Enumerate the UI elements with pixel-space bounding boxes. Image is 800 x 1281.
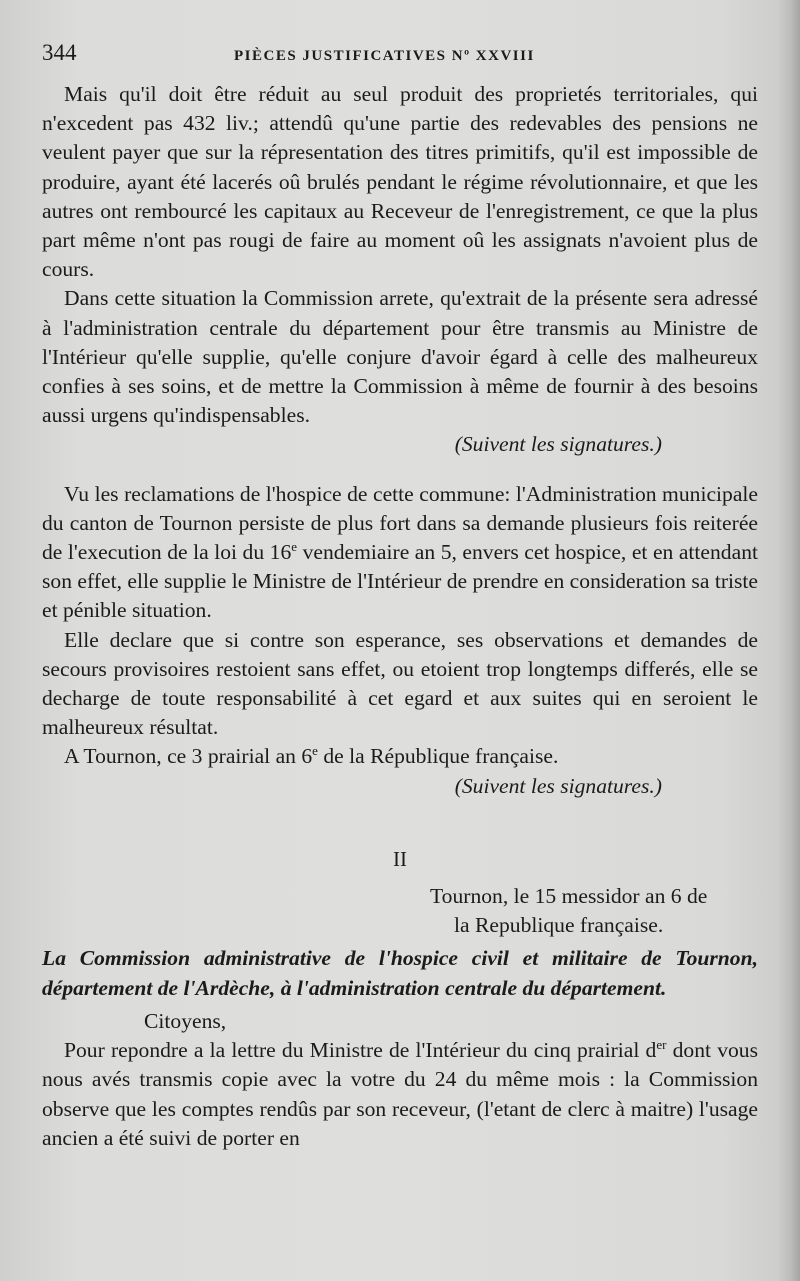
- superscript: e: [312, 743, 318, 759]
- paragraph-6: [42, 1036, 758, 1153]
- body-text: [42, 80, 758, 1153]
- paragraph-5-text: A Tournon, ce 3 prairial an 6: [64, 744, 313, 769]
- salutation: Citoyens,: [144, 1008, 227, 1033]
- paragraph-1: Mais qu'il doit être réduit au seul produit des proprietés territoriales, qui n'excedent pas 432 liv.; attendû qu'une partie des redevables des pensions ne veulent payer que sur la répresentation des titres primitifs, qu'il est impossible de produire, ayant été lacerés oû brulés pendant le régime révolutionnaire, et que les autres ont rembourcé les capitaux au Receveur de l'enregistrement, ce que la plus part même n'ont pas rougi de faire au moment oû les assignats n'avoient plus de cours.: [42, 82, 758, 282]
- paragraph-6-text: Pour repondre a la lettre du Ministre de l'Intérieur du cinq prairial d: [64, 1038, 657, 1063]
- letter-address: La Commission administrative de l'hospice civil et militaire de Tournon, département de l'Ardèche, à l'administration centrale du département.: [42, 946, 758, 1000]
- section-number: II: [393, 846, 407, 871]
- paragraph-3-text-end: vendemiaire an 5, envers cet hospice, et en attendant son effet, elle supplie le Ministre de l'Intérieur de prendre en consideration sa triste et pénible situation.: [42, 540, 758, 623]
- letter-date-line-1: Tournon, le 15 messidor an 6 de: [430, 884, 708, 909]
- superscript: e: [291, 538, 298, 554]
- page-number: 344: [42, 40, 77, 65]
- letter-date-line-2: la Republique française.: [454, 913, 664, 938]
- paragraph-3-text: Vu les reclamations de l'hospice de cette commune: l'Administration municipale du canton de Tournon persiste de plus fort dans sa demande plusieurs fois reiterée de l'execution de la loi du 16: [42, 481, 758, 565]
- page-edge-shadow: [778, 0, 800, 1281]
- paragraph-3: [42, 480, 758, 626]
- signatures-note-1: (Suivent les signatures.): [454, 432, 662, 457]
- paragraph-4: Elle declare que si contre son esperance, ses observations et demandes de secours provisoires restoient sans effet, ou etoient trop longtemps differés, elle se decharge de toute responsabilité à cet egard et aux suites qui en seroient le malheureux résultat.: [42, 627, 758, 740]
- page-header: [42, 40, 758, 80]
- paragraph-6-text-end: dont vous nous avés transmis copie avec la votre du 24 du même mois : la Commission observe que les comptes rendûs par son receveur, (l'etant de clerc à maitre) l'usage ancien a été suivi de porter en: [42, 1038, 758, 1150]
- superscript: er: [656, 1036, 667, 1052]
- paragraph-5-text-end: de la République française.: [317, 744, 559, 769]
- paragraph-5: [42, 742, 758, 771]
- signatures-note-2: (Suivent les signatures.): [454, 773, 662, 798]
- running-head: PIÈCES JUSTIFICATIVES Nº XXVIII: [234, 48, 535, 64]
- paragraph-2: Dans cette situation la Commission arrete, qu'extrait de la présente sera adressé à l'administration centrale du département pour être transmis au Ministre de l'Intérieur qu'elle supplie, qu'elle conjure d'avoir égard à celle des malheureux confies à ses soins, et de mettre la Commission à même de fournir à des besoins aussi urgens qu'indispensables.: [42, 286, 758, 428]
